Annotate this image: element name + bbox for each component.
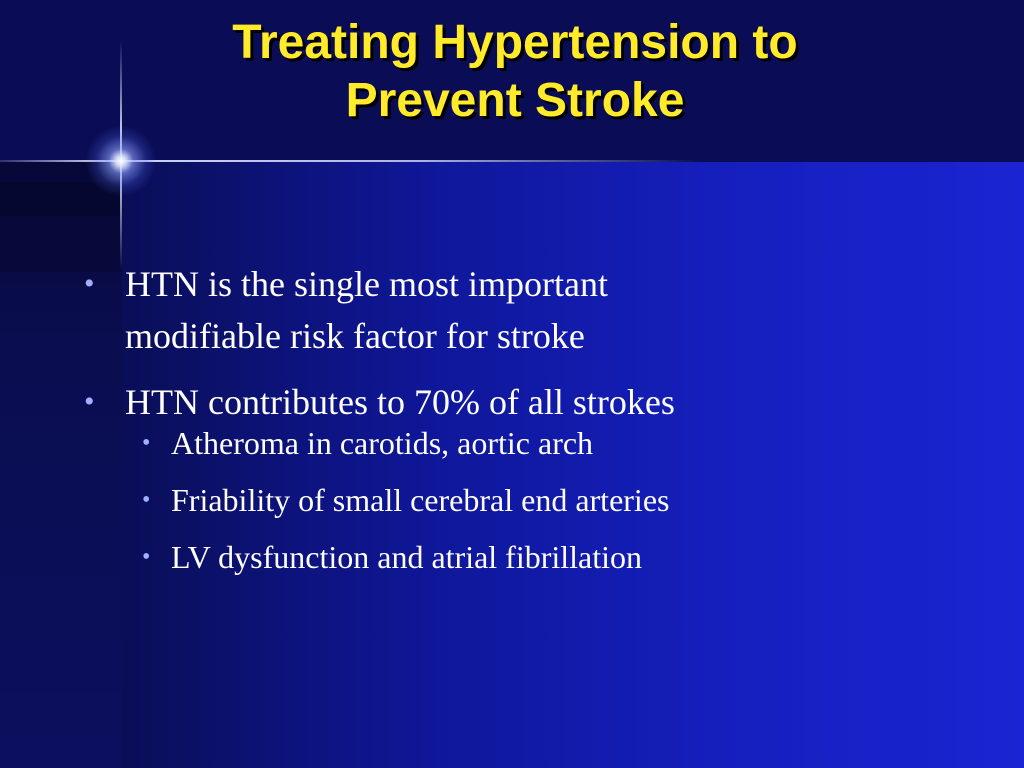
bullet-text-line: modifiable risk factor for stroke [125, 316, 585, 356]
sub-bullet-text: LV dysfunction and atrial fibrillation [171, 539, 643, 575]
bullet-list [82, 258, 982, 594]
list-item [82, 376, 982, 580]
sub-list-item [125, 534, 982, 580]
list-item [82, 258, 982, 362]
bullet-text-line: HTN is the single most important [125, 264, 608, 304]
bullet-text-line: HTN contributes to 70% of all strokes [125, 382, 675, 422]
bullet-icon: • [84, 385, 95, 418]
sub-bullet-text: Atheroma in carotids, aortic arch [171, 425, 594, 461]
sub-bullet-list [125, 420, 982, 580]
sub-list-item [125, 477, 982, 523]
slide-title-line-1: Treating Hypertension to [232, 16, 798, 69]
slide-title [120, 14, 910, 130]
sub-bullet-icon: • [142, 544, 151, 570]
star-glow-icon [86, 126, 156, 196]
slide-title-line-2: Prevent Stroke [345, 74, 685, 127]
sub-bullet-text: Friability of small cerebral end arteries [171, 482, 670, 518]
sub-bullet-icon: • [142, 487, 151, 513]
sub-bullet-icon: • [142, 430, 151, 456]
bullet-icon: • [84, 267, 95, 300]
sub-list-item [125, 420, 982, 466]
